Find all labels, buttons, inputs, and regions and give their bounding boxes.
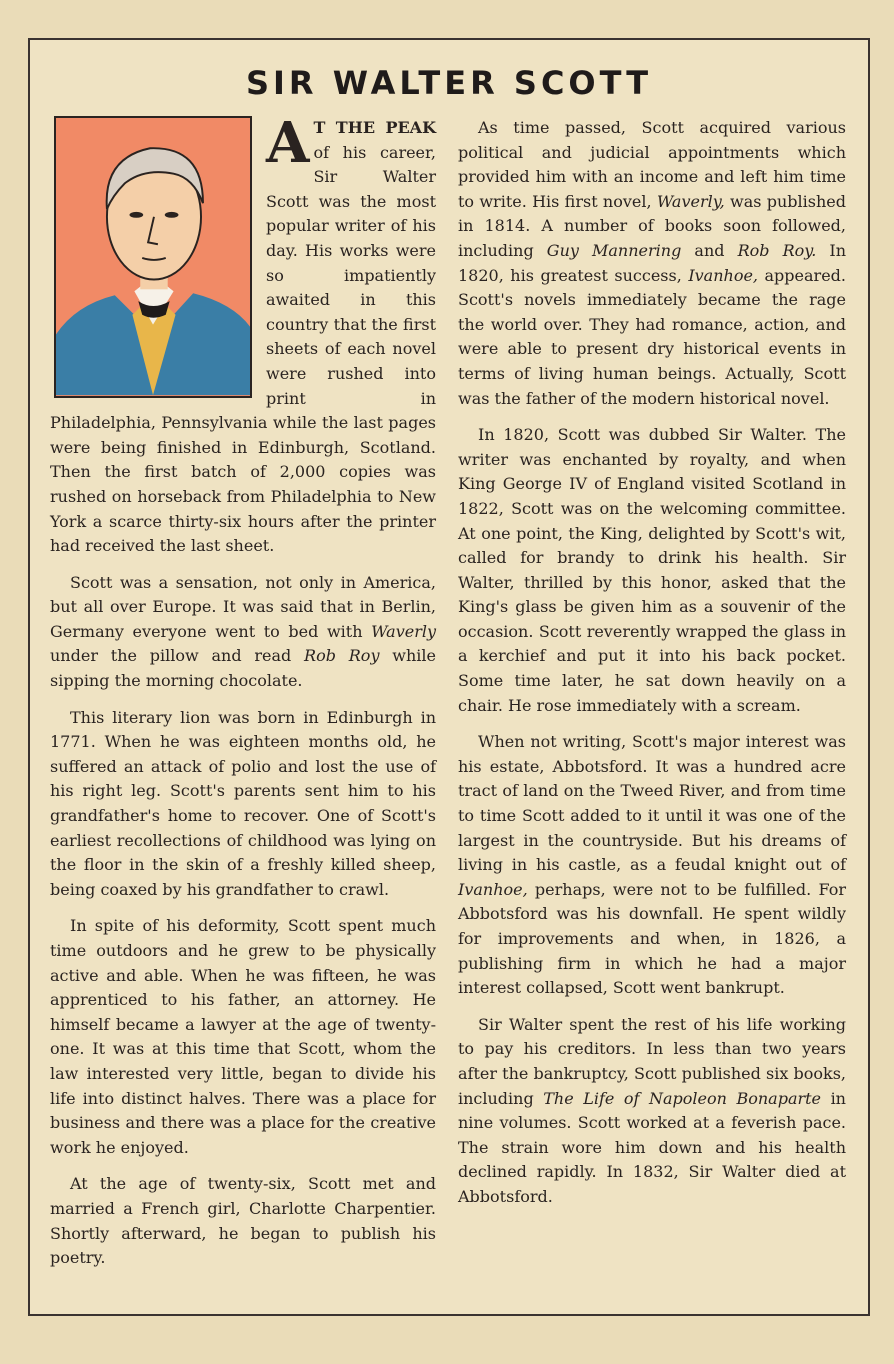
drop-cap: A — [266, 110, 310, 176]
lead-in: T THE PEAK — [313, 118, 436, 137]
paragraph-text: while sipping the morning chocolate. — [50, 646, 436, 691]
book-title: Ivanhoe, — [458, 879, 528, 899]
paragraph — [458, 1013, 846, 1210]
paragraph-text: and — [681, 240, 738, 260]
paragraph — [458, 730, 846, 1001]
paragraph: In spite of his deformity, Scott spent much time outdoors and he grew to be physically active and able. When he was fifteen, he was apprenticed to his father, an attorney. He himself became a lawyer at the age of twenty-one. It was at this time that Scott, whom the law interested very little, began to divide his life into distinct halves. There was a place for business and there was a place for the creative work he enjoyed. — [50, 916, 436, 1157]
paragraph: In 1820, Scott was dubbed Sir Walter. The writer was enchanted by royalty, and when King George IV of England visited Scotland in 1822, Scott was on the welcoming committee. At one point, the King, delighted by Scott's wit, called for brandy to drink his health. Sir Walter, thrilled by this honor, asked that the King's glass be given him as a souvenir of the occasion. Scott reverently wrapped the glass in a kerchief and put it into his back pocket. Some time later, he sat down heavily on a chair. He rose immediately with a scream. — [458, 425, 846, 715]
book-title: Rob Roy — [304, 646, 380, 666]
paragraph-text: perhaps, were not to be fulfilled. For Abbotsford was his downfall. He spent wildly for improvements and when, in 1826, a publishing firm in which he had a major interest collapsed, Scott went bankrupt. — [458, 879, 846, 998]
paragraph — [458, 116, 846, 411]
portrait-of-walter-scott — [56, 118, 250, 396]
article-title: SIR WALTER SCOTT — [245, 64, 653, 102]
right-column — [458, 116, 846, 1222]
paragraph: At the age of twenty-six, Scott met and married a French girl, Charlotte Charpentier. Shortly afterward, he began to publish his poetry. — [50, 1174, 436, 1268]
paragraph-text: Sir Walter spent the rest of his life working to pay his creditors. In less than two years after the bankruptcy, Scott published six books, including — [458, 1014, 846, 1108]
book-title: The Life of Napoleon Bonaparte — [543, 1088, 822, 1108]
book-title: Ivanhoe, — [688, 265, 759, 285]
article-page — [28, 38, 870, 1316]
paragraph — [50, 571, 436, 694]
paragraph-text: of his career, Sir Walter Scott was the most popular writer of his day. His works were so impatiently awaited in this country that the first sheets of each novel were rushed into print in Philadelphia, Pennsylvania while the last pages were being finished in Edinburgh, Scotland. Then the first batch of 2,000 copies was rushed on horseback from Philadelphia to New York a scarce thirty-six hours after the printer had received the last sheet. — [50, 142, 436, 556]
book-title: Rob Roy. — [737, 240, 817, 260]
paragraph-text: When not writing, Scott's major interest was his estate, Abbotsford. It was a hundred acre tract of land on the Tweed River, and from time to time Scott added to it until it was one of the largest in the countryside. But his dreams of living in his castle, as a feudal knight out of — [458, 732, 846, 875]
portrait-illustration — [54, 116, 252, 398]
paragraph: This literary lion was born in Edinburgh in 1771. When he was eighteen months old, he suffered an attack of polio and lost the use of his right leg. Scott's parents sent him to his grandfather's home to recover. One of Scott's earliest recollections of childhood was lying on the floor in the skin of a freshly killed sheep, being coaxed by his grandfather to crawl. — [50, 707, 436, 899]
paragraph-text: was published in 1814. A number of books soon followed, including — [458, 191, 846, 260]
left-column — [50, 110, 436, 1283]
paragraph-text: in nine volumes. Scott worked at a feverish pace. The strain wore him down and his health declined rapidly. In 1832, Sir Walter died at Abbotsford. — [458, 1088, 846, 1206]
book-title: Waverly, — [656, 191, 725, 211]
paragraph-text: As time passed, Scott acquired various political and judicial appointments which provided him with an income and left him time to write. His first novel, — [458, 118, 846, 211]
book-title: Waverly — [371, 621, 436, 641]
paragraph-text: under the pillow and read — [50, 646, 305, 666]
paragraph-text: Scott was a sensation, not only in America, but all over Europe. It was said that in Berlin, Germany everyone went to bed with — [50, 572, 436, 641]
paragraph-text: In 1820, his greatest success, — [458, 240, 846, 285]
paragraph-text: appeared. Scott's novels immediately became the rage the world over. They had romance, action, and were able to present dry historical events in terms of living human beings. Actually, Scott was the father of the modern historical novel. — [458, 265, 846, 408]
book-title: Guy Mannering — [546, 240, 682, 260]
